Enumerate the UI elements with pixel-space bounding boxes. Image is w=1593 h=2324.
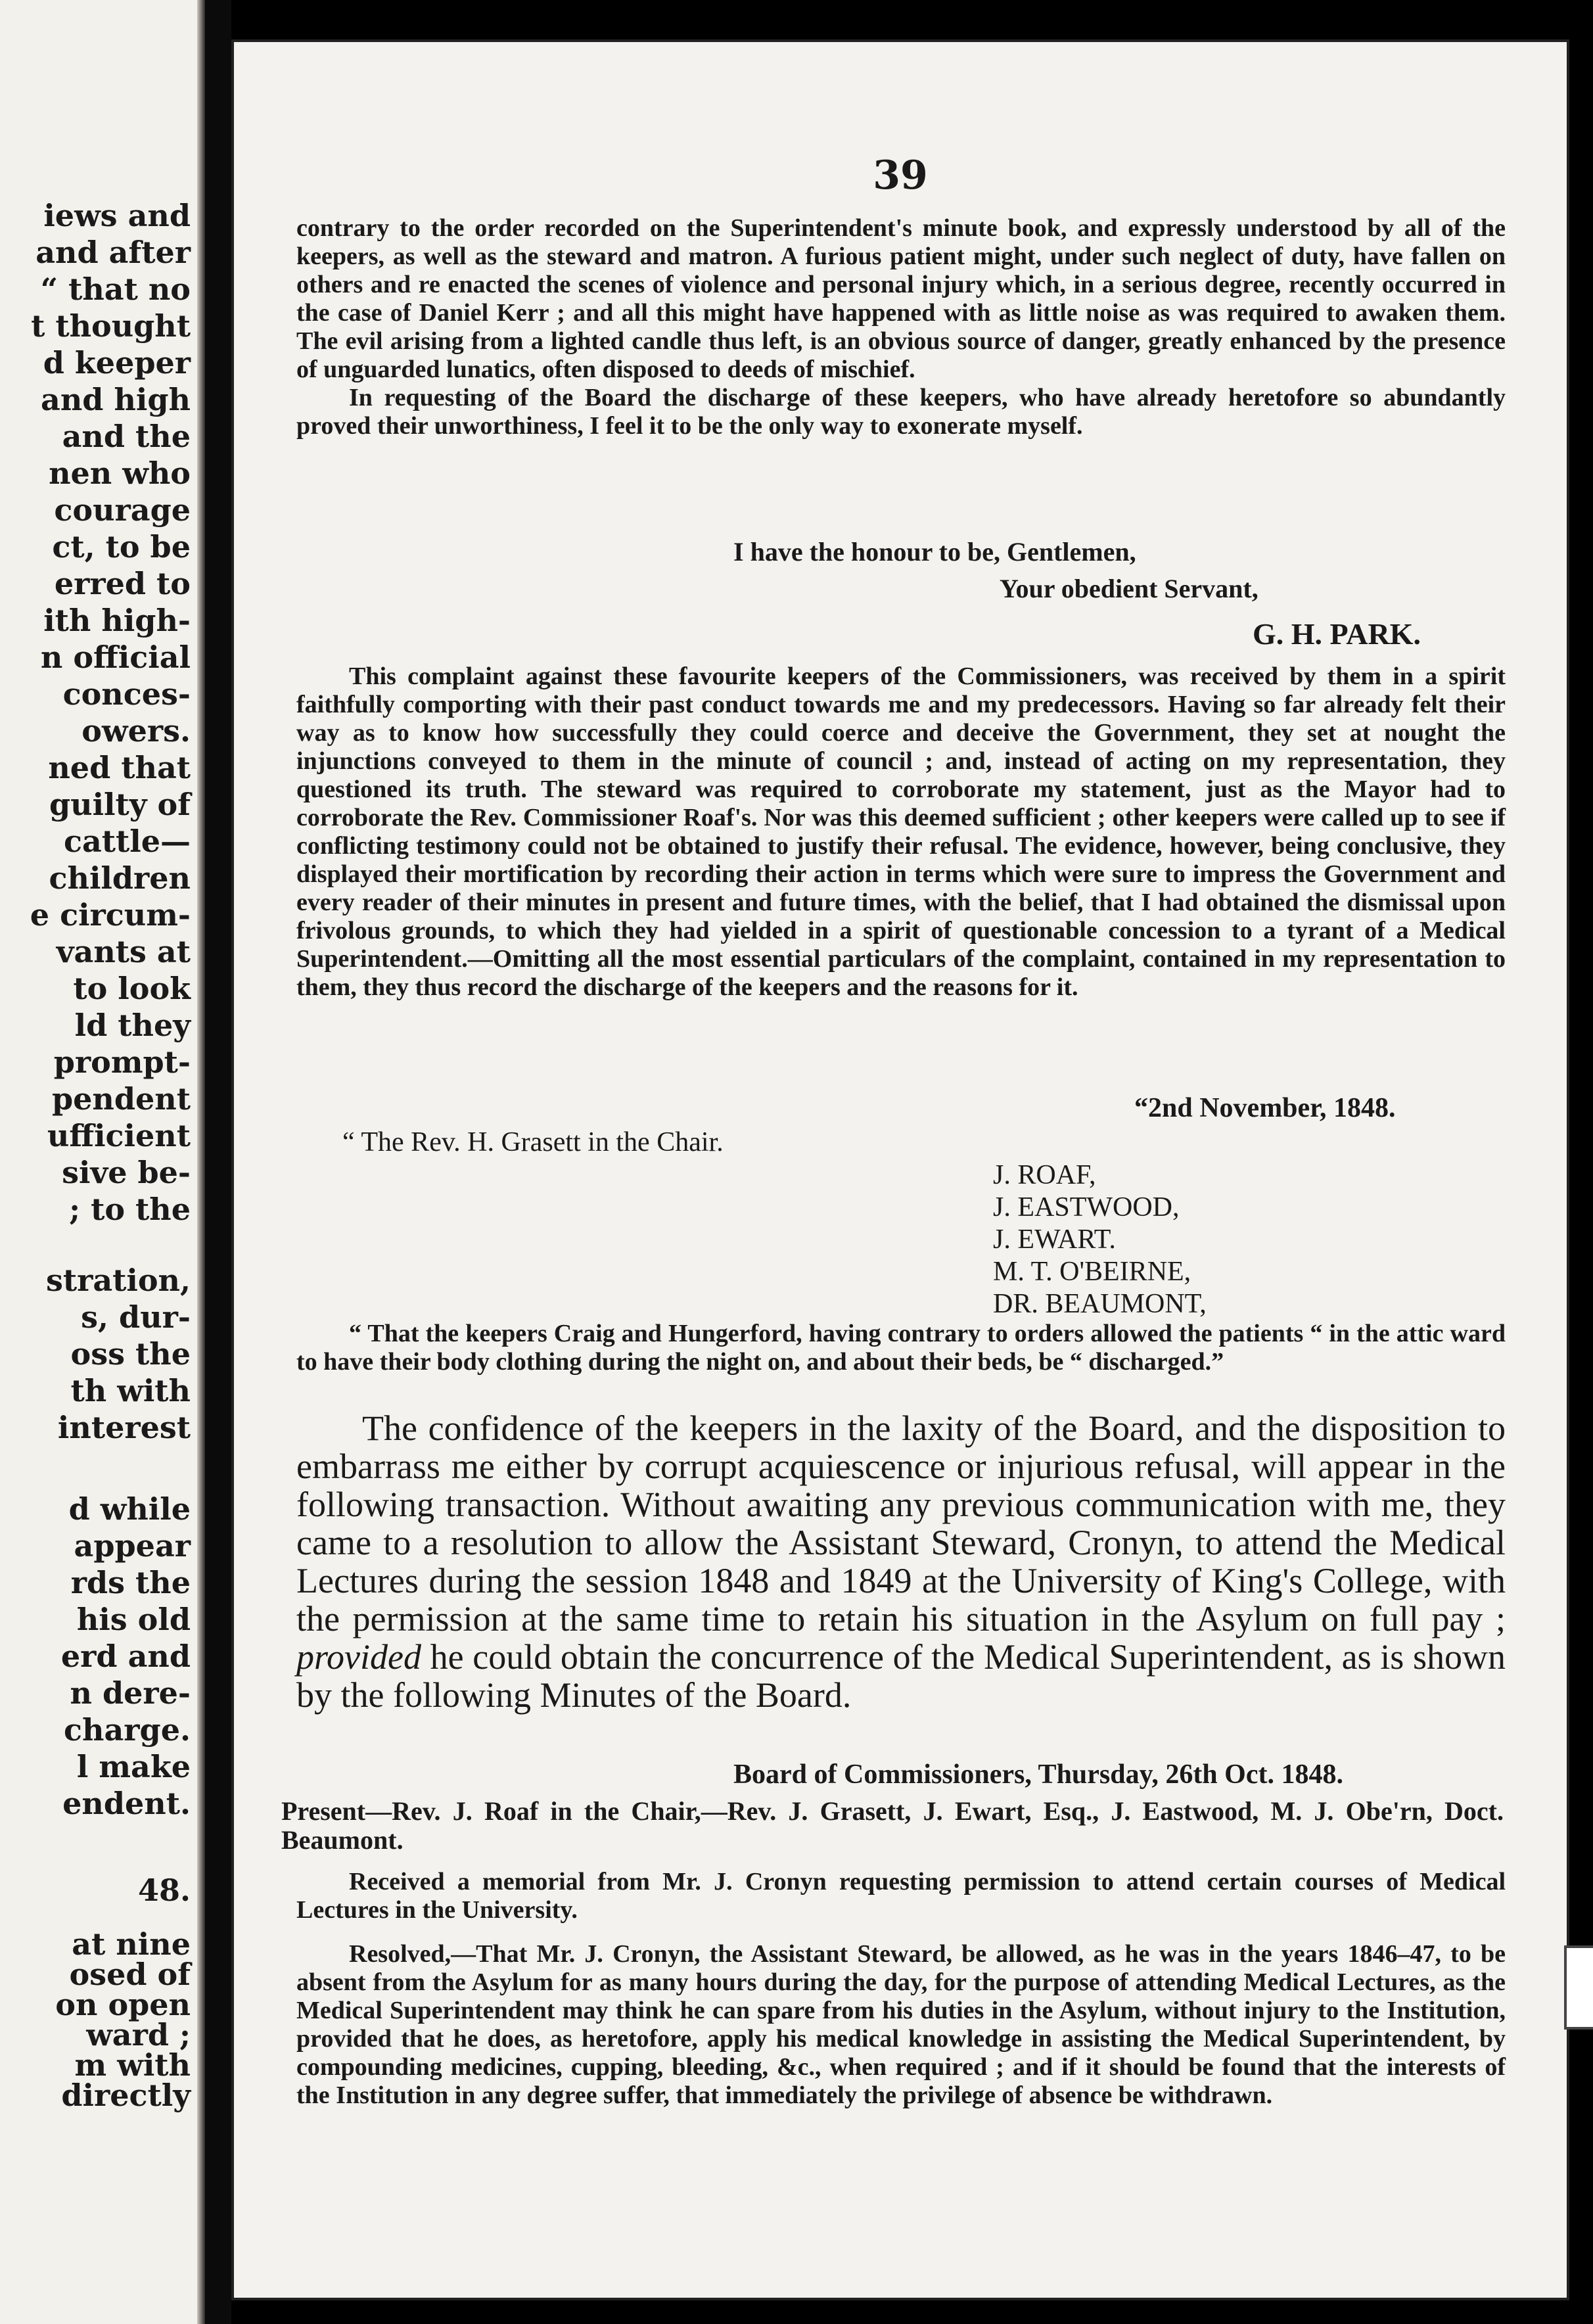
facing-page-line: to look (73, 971, 191, 1006)
facing-page-line: prompt- (53, 1044, 191, 1080)
complaint-text: This complaint against these favourite keepers of the Commissioners, was received by them in a spirit faithfully comporting with their past conduct towards me and my predecessors. Having so far already felt their way as to know how successfully they could coerce and deceive the Government, they set at nought the injunctions conveyed to them in the minute of council ; and, instead of acting on my representation, they questioned its truth. The steward was required to corroborate my statement, just as the Mayor had to corroborate the Rev. Commissioner Roaf's. Nor was this deemed sufficient ; other keepers were called up to see if conflicting testimony could not be obtained to justify their refusal. The evidence, however, being conclusive, they displayed their mortification by recording their action in terms which were sure to impress the Government and every reader of their minutes in present and future times, with the belief, that I had obtained the dismissal upon frivolous grounds, to which they had yielded in a spirit of questionable concession to a tyrant of a Medical Superintendent.—Omitting all the most essential particulars of the complaint, contained in my representation to them, they thus record the discharge of the keepers and the reasons for it. (296, 662, 1506, 1001)
facing-page-line: 48. (137, 1872, 191, 1908)
facing-page-fragment (0, 0, 204, 2324)
facing-page-line: erd and (60, 1638, 191, 1674)
facing-page-line: osed of (69, 1957, 191, 1992)
facing-page-line: sive be- (62, 1155, 191, 1190)
facing-page-line: his old (76, 1602, 191, 1637)
member-name: J. EASTWOOD, (993, 1192, 1180, 1222)
facing-page-line: rds the (70, 1565, 191, 1600)
received-paragraph (296, 1868, 1506, 1924)
letter-closing-paragraph: In requesting of the Board the discharge of these keepers, who have already heretofore so abundantly proved their unworthiness, I feel it to be the only way to exonerate myself. (296, 384, 1506, 440)
resolved-text: Resolved,—That Mr. J. Cronyn, the Assistant Steward, be allowed, as he was in the years 1846–47, to be absent from the Asylum for as many hours during the day, for the purpose of attending Medical Lectures, as the Medical Superintendent may think he can spare from his duties in the Asylum, without injury to the Institution, provided that he does, as heretofore, apply his medical knowledge in assisting the Medical Superintendent, by compounding medicines, cupping, bleeding, &c., when required ; and if it should be found that the interests of the Institution in any degree suffer, that immediately the privilege of absence be withdrawn. (296, 1940, 1506, 2109)
members-list (993, 1159, 1207, 1320)
facing-page-line: guilty of (49, 787, 191, 822)
facing-page-line: ufficient (47, 1118, 191, 1153)
member-name: DR. BEAUMONT, (993, 1289, 1207, 1319)
facing-page-line: ld they (74, 1008, 191, 1043)
letter-text: contrary to the order recorded on the Superintendent's minute book, and expressly understood by all of the keepers, as well as the steward and matron. A furious patient might, under such neglect of duty, have fallen on others and re enacted the scenes of violence and personal injury which, in a serious degree, recently occurred in the case of Daniel Kerr ; and all this might have happened with as little noise as was required to awaken them. The evil arising from a lighted candle thus left, is an obvious source of danger, greatly enhanced by the presence of unguarded lunatics, often disposed to deeds of mischief. (296, 214, 1506, 383)
facing-page-line: oss the (70, 1336, 191, 1372)
resolution-quote-text: “ That the keepers Craig and Hungerford, having contrary to orders allowed the patients “ in the attic ward to have their body clothing during the night on, and about their beds, be “ discharged.” (296, 1320, 1506, 1376)
facing-page-line: on open (55, 1987, 191, 2022)
confidence-text: The confidence of the keepers in the laxity of the Board, and the disposition to embarrass me either by corrupt acquiescence or injurious refusal, will appear in the following transaction. Without awaiting any previous communication with me, they came to a resolution to allow the Assistant Steward, Cronyn, to attend the Medical Lectures during the session 1848 and 1849 at the University of King's College, with the permission at the same time to retain his situation in the Asylum on full pay ; (296, 1408, 1506, 1638)
letter-paragraph (296, 214, 1506, 440)
facing-page-line: and after (35, 235, 191, 270)
confidence-text-continued: he could obtain the concurrence of the Medical Superintendent, as is shown by the following Minutes of the Board. (296, 1637, 1506, 1715)
facing-page-line: owers. (81, 713, 191, 749)
complaint-paragraph (296, 662, 1506, 1002)
book-gutter (205, 0, 231, 2324)
facing-page-line: t thought (31, 308, 191, 344)
present-line (281, 1797, 1504, 1855)
facing-page-line: ned that (48, 750, 191, 785)
confidence-paragraph (296, 1409, 1506, 1714)
member-name: M. T. O'BEIRNE, (993, 1257, 1191, 1287)
resolved-paragraph (296, 1940, 1506, 2110)
received-text: Received a memorial from Mr. J. Cronyn requesting permission to attend certain courses of Medical Lectures in the University. (296, 1868, 1506, 1924)
facing-page-line: iews and (43, 198, 191, 233)
facing-page-line: endent. (62, 1786, 191, 1821)
facing-page-line: stration, (45, 1263, 191, 1298)
facing-page-line: directly (61, 2078, 191, 2113)
present-text: Present—Rev. J. Roaf in the Chair,—Rev. J. Grasett, J. Ewart, Esq., J. Eastwood, M. J. Obe'rn, Doct. Beaumont. (281, 1796, 1504, 1855)
facing-page-line: ward ; (86, 2017, 191, 2053)
facing-page-line: pendent (52, 1081, 191, 1117)
sign-off-line-2: Your obedient Servant, (1000, 574, 1258, 603)
facing-page-line: appear (74, 1528, 191, 1564)
board-heading: Board of Commissioners, Thursday, 26th Oct. 1848. (733, 1759, 1343, 1790)
facing-page-line: th with (70, 1373, 191, 1408)
facing-page-line: charge. (64, 1712, 191, 1748)
document-page (231, 39, 1569, 2300)
signature-name: G. H. PARK. (1253, 617, 1421, 651)
facing-page-line: at nine (72, 1926, 191, 1962)
facing-page-line: vants at (56, 934, 191, 969)
member-name: J. ROAF, (993, 1160, 1096, 1190)
resolution-quote (296, 1320, 1506, 1376)
member-name: J. EWART. (993, 1224, 1116, 1255)
italic-word: provided (296, 1637, 421, 1677)
facing-page-line: n dere- (70, 1675, 191, 1711)
minute-date: “2nd November, 1848. (1134, 1093, 1396, 1123)
facing-page-line: m with (74, 2047, 191, 2083)
facing-page-line: e circum- (30, 897, 191, 933)
facing-page-line: “ that no (40, 271, 191, 307)
page-number: 39 (873, 152, 928, 198)
facing-page-line: cattle— (63, 824, 191, 859)
facing-page-line: interest (57, 1410, 191, 1445)
chair-line: “ The Rev. H. Grasett in the Chair. (342, 1127, 724, 1157)
facing-page-line: n official (40, 639, 191, 675)
facing-page-line: erred to (54, 566, 191, 601)
facing-page-line: d while (68, 1491, 191, 1527)
facing-page-line: children (49, 860, 191, 896)
facing-page-line: nen who (49, 455, 191, 491)
facing-page-line: s, dur- (81, 1299, 191, 1335)
facing-page-line: d keeper (43, 345, 191, 381)
facing-page-line: ct, to be (52, 529, 191, 565)
facing-page-line: and the (62, 419, 191, 454)
facing-page-line: l make (76, 1749, 191, 1784)
facing-page-line: conces- (62, 676, 191, 712)
page-edge-shadow (197, 0, 205, 2324)
sign-off-line-1: I have the honour to be, Gentlemen, (733, 537, 1136, 567)
facing-page-line: and high (41, 382, 191, 417)
scan-clip-mark (1564, 1945, 1593, 2030)
facing-page-line: ith high- (43, 603, 191, 638)
facing-page-line: ; to the (69, 1192, 191, 1227)
facing-page-line: courage (54, 492, 191, 528)
